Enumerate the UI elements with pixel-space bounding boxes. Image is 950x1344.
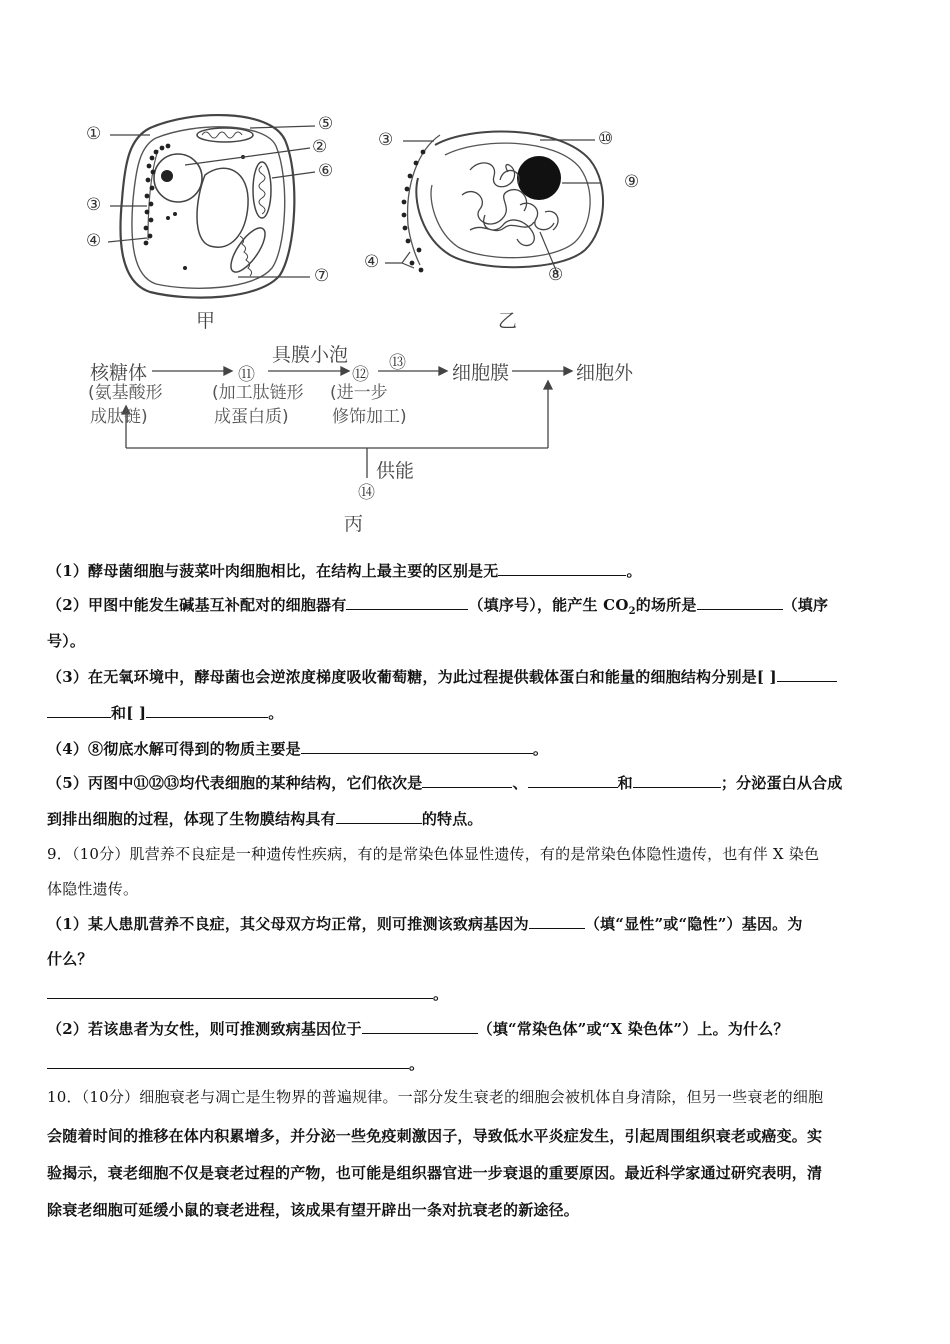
q10-line3 xyxy=(47,1162,822,1183)
marker-jia-6: ⑥ xyxy=(318,161,334,181)
q9-intro xyxy=(47,843,819,864)
q8-p5-blank4[interactable] xyxy=(336,809,422,824)
marker-jia-5: ⑤ xyxy=(318,114,334,134)
q8-p1-text: （1）酵母菌细胞与菠菜叶肉细胞相比，在结构上最主要的区别是无 xyxy=(47,562,499,580)
q9-p2-end: 。 xyxy=(409,1055,425,1073)
flow-ribosome-sub1: (氨基酸形 xyxy=(88,383,163,403)
q10-text2: 会随着时间的推移在体内积累增多，并分泌一些免疫刺激因子，导致低水平炎症发生，引起周围组织衰老或癌变。实 xyxy=(47,1127,823,1145)
nuclear-envelope-inner xyxy=(431,143,590,258)
q9-intro-text: 肌营养不良症是一种遗传性疾病，有的是常染色体显性遗传，有的是常染色体隐性遗传，也有伴 X 染色 xyxy=(129,845,820,863)
q8-p3-end: 。 xyxy=(268,704,284,722)
q8-p3-blank2[interactable] xyxy=(146,703,268,718)
q9-p2-blank[interactable] xyxy=(362,1019,478,1034)
biology-figure xyxy=(0,0,950,545)
q8-p3-blank1a[interactable] xyxy=(777,667,837,682)
mitochondrion-top-cristae xyxy=(202,132,242,138)
q8-part3 xyxy=(47,666,837,687)
marker-yi-9: ⑨ xyxy=(624,172,640,192)
mitochondrion-bottom xyxy=(225,223,271,277)
q8-p1-end: 。 xyxy=(626,562,642,580)
q8-p5-sep1: 、 xyxy=(512,774,528,792)
label-jia: 甲 xyxy=(196,310,216,332)
q8-p2-sub: 2 xyxy=(628,606,636,617)
q8-p3-text2: 和[ ] xyxy=(111,704,147,722)
flow-ribosome-sub2: 成肽链) xyxy=(90,407,148,427)
flow-marker-12: ⑫ xyxy=(352,365,369,385)
marker-jia-7: ⑦ xyxy=(314,266,330,286)
mitochondrion-right-cristae xyxy=(259,166,265,214)
label-yi: 乙 xyxy=(498,310,518,332)
q8-p4-end: 。 xyxy=(532,740,549,758)
q9-intro-cont xyxy=(47,878,138,899)
marker-yi-4: ④ xyxy=(364,252,380,272)
flow-m12-sub2: 修饰加工) xyxy=(332,407,407,427)
q10-line1 xyxy=(47,1086,823,1107)
q8-p2-text: （2）甲图中能发生碱基互补配对的细胞器有 xyxy=(47,596,347,614)
q8-part4 xyxy=(47,738,548,759)
q9-p1-answer-blank[interactable] xyxy=(47,984,433,999)
nuclear-envelope-outer xyxy=(416,131,603,267)
jia-leader-lines xyxy=(108,126,315,277)
q9-part1-cont xyxy=(47,948,93,969)
q9-part1 xyxy=(47,913,803,934)
q8-p5-blank1[interactable] xyxy=(422,773,512,788)
q9-p1-text: （1）某人患肌营养不良症，其父母双方均正常，则可推测该致病基因为 xyxy=(47,915,529,933)
q8-p2-text4: （填序 xyxy=(782,596,829,614)
q8-p2-text5: 号）。 xyxy=(47,632,86,650)
q8-p3-blank1b[interactable] xyxy=(47,703,111,718)
label-bing: 丙 xyxy=(344,513,364,535)
q8-part5 xyxy=(47,772,842,793)
flow-m11-sub2: 成蛋白质) xyxy=(214,407,289,427)
marker-yi-3: ③ xyxy=(378,130,394,150)
q9-number: 9．（10分） xyxy=(47,845,130,863)
q10-text3: 验揭示，衰老细胞不仅是衰老过程的产物，也可能是组织器官进一步衰退的重要原因。最近科学家通过研究表明，清 xyxy=(47,1164,823,1182)
q8-p4-text: （4）⑧彻底水解可得到的物质主要是 xyxy=(47,740,301,758)
q8-p2-blank2[interactable] xyxy=(697,595,783,610)
cell-diagram-svg xyxy=(0,0,950,545)
flow-marker-13: ⑬ xyxy=(389,353,406,373)
flow-marker-14: ⑭ xyxy=(358,483,375,503)
q9-p2-text: （2）若该患者为女性，则可推测致病基因位于 xyxy=(47,1020,362,1038)
q9-part1-answer xyxy=(47,983,448,1004)
q8-p4-blank[interactable] xyxy=(301,739,533,754)
yeast-nucleolus xyxy=(161,170,173,182)
marker-jia-2: ② xyxy=(312,137,328,157)
q10-text4: 除衰老细胞可延缓小鼠的衰老进程，该成果有望开辟出一条对抗衰老的新途径。 xyxy=(47,1201,580,1219)
q9-intro-text2: 体隐性遗传。 xyxy=(47,880,139,898)
marker-jia-3: ③ xyxy=(86,195,102,215)
q8-part3-cont xyxy=(47,702,283,723)
flow-membrane: 细胞膜 xyxy=(452,362,510,384)
yeast-nucleus xyxy=(154,154,202,202)
q10-line4 xyxy=(47,1199,579,1220)
yeast-vacuole xyxy=(197,168,248,247)
flow-vesicle: 具膜小泡 xyxy=(272,344,349,366)
q8-part2 xyxy=(47,594,828,617)
q9-part2 xyxy=(47,1018,789,1039)
q8-p2-blank1[interactable] xyxy=(346,595,468,610)
q8-p5-text3: 到排出细胞的过程，体现了生物膜结构具有 xyxy=(47,810,336,828)
q8-p3-text: （3）在无氧环境中，酵母菌也会逆浓度梯度吸收葡萄糖，为此过程提供载体蛋白和能量的细胞结构分别是[ ] xyxy=(47,668,777,686)
q8-part1 xyxy=(47,560,642,581)
q8-p2-text3: 的场所是 xyxy=(635,596,697,614)
flow-m12-sub1: (进一步 xyxy=(330,383,388,403)
q8-p5-end: 的特点。 xyxy=(421,810,483,828)
q10-number: 10．（10分） xyxy=(47,1088,140,1106)
flow-outside: 细胞外 xyxy=(576,362,634,384)
marker-jia-4: ④ xyxy=(86,231,102,251)
marker-jia-1: ① xyxy=(86,124,102,144)
q8-p1-blank[interactable] xyxy=(498,561,626,576)
q10-text1: 细胞衰老与凋亡是生物界的普遍规律。一部分发生衰老的细胞会被机体自身清除，但另一些衰老的细胞 xyxy=(139,1088,824,1106)
q8-p5-blank2[interactable] xyxy=(528,773,618,788)
q8-p5-text2: ；分泌蛋白从合成 xyxy=(720,774,843,792)
flow-marker-11: ⑪ xyxy=(238,365,255,385)
q8-p5-sep2: 和 xyxy=(617,774,633,792)
flow-energy: 供能 xyxy=(376,460,415,482)
marker-yi-8: ⑧ xyxy=(548,265,564,285)
q10-line2 xyxy=(47,1125,822,1146)
q9-p1-blank[interactable] xyxy=(529,914,585,929)
q8-p2-text2: （填序号），能产生 CO xyxy=(468,596,629,614)
q9-p1-text2: （填“显性”或“隐性”）基因。为 xyxy=(584,915,803,933)
q9-p1-end: 。 xyxy=(433,985,449,1003)
rough-er-yi xyxy=(408,135,440,265)
q9-p2-text2: （填“常染色体”或“X 染色体”）上。为什么？ xyxy=(477,1020,789,1038)
flow-ribosome: 核糖体 xyxy=(90,362,148,384)
q8-p5-blank3[interactable] xyxy=(633,773,721,788)
q9-part2-answer xyxy=(47,1053,424,1074)
flow-m11-sub1: (加工肽链形 xyxy=(212,383,304,403)
marker-yi-10: ⑩ xyxy=(598,129,614,149)
q8-part2-cont xyxy=(47,630,85,651)
ribosomes-yi xyxy=(402,150,426,273)
q8-part5-cont xyxy=(47,808,483,829)
q9-p1-text3: 什么？ xyxy=(47,950,93,968)
mitochondrion-top xyxy=(197,128,253,142)
q9-p2-answer-blank[interactable] xyxy=(47,1054,409,1069)
q8-p5-text: （5）丙图中⑪⑫⑬均代表细胞的某种结构，它们依次是 xyxy=(47,774,423,792)
yeast-endoplasmic-reticulum xyxy=(148,150,158,240)
